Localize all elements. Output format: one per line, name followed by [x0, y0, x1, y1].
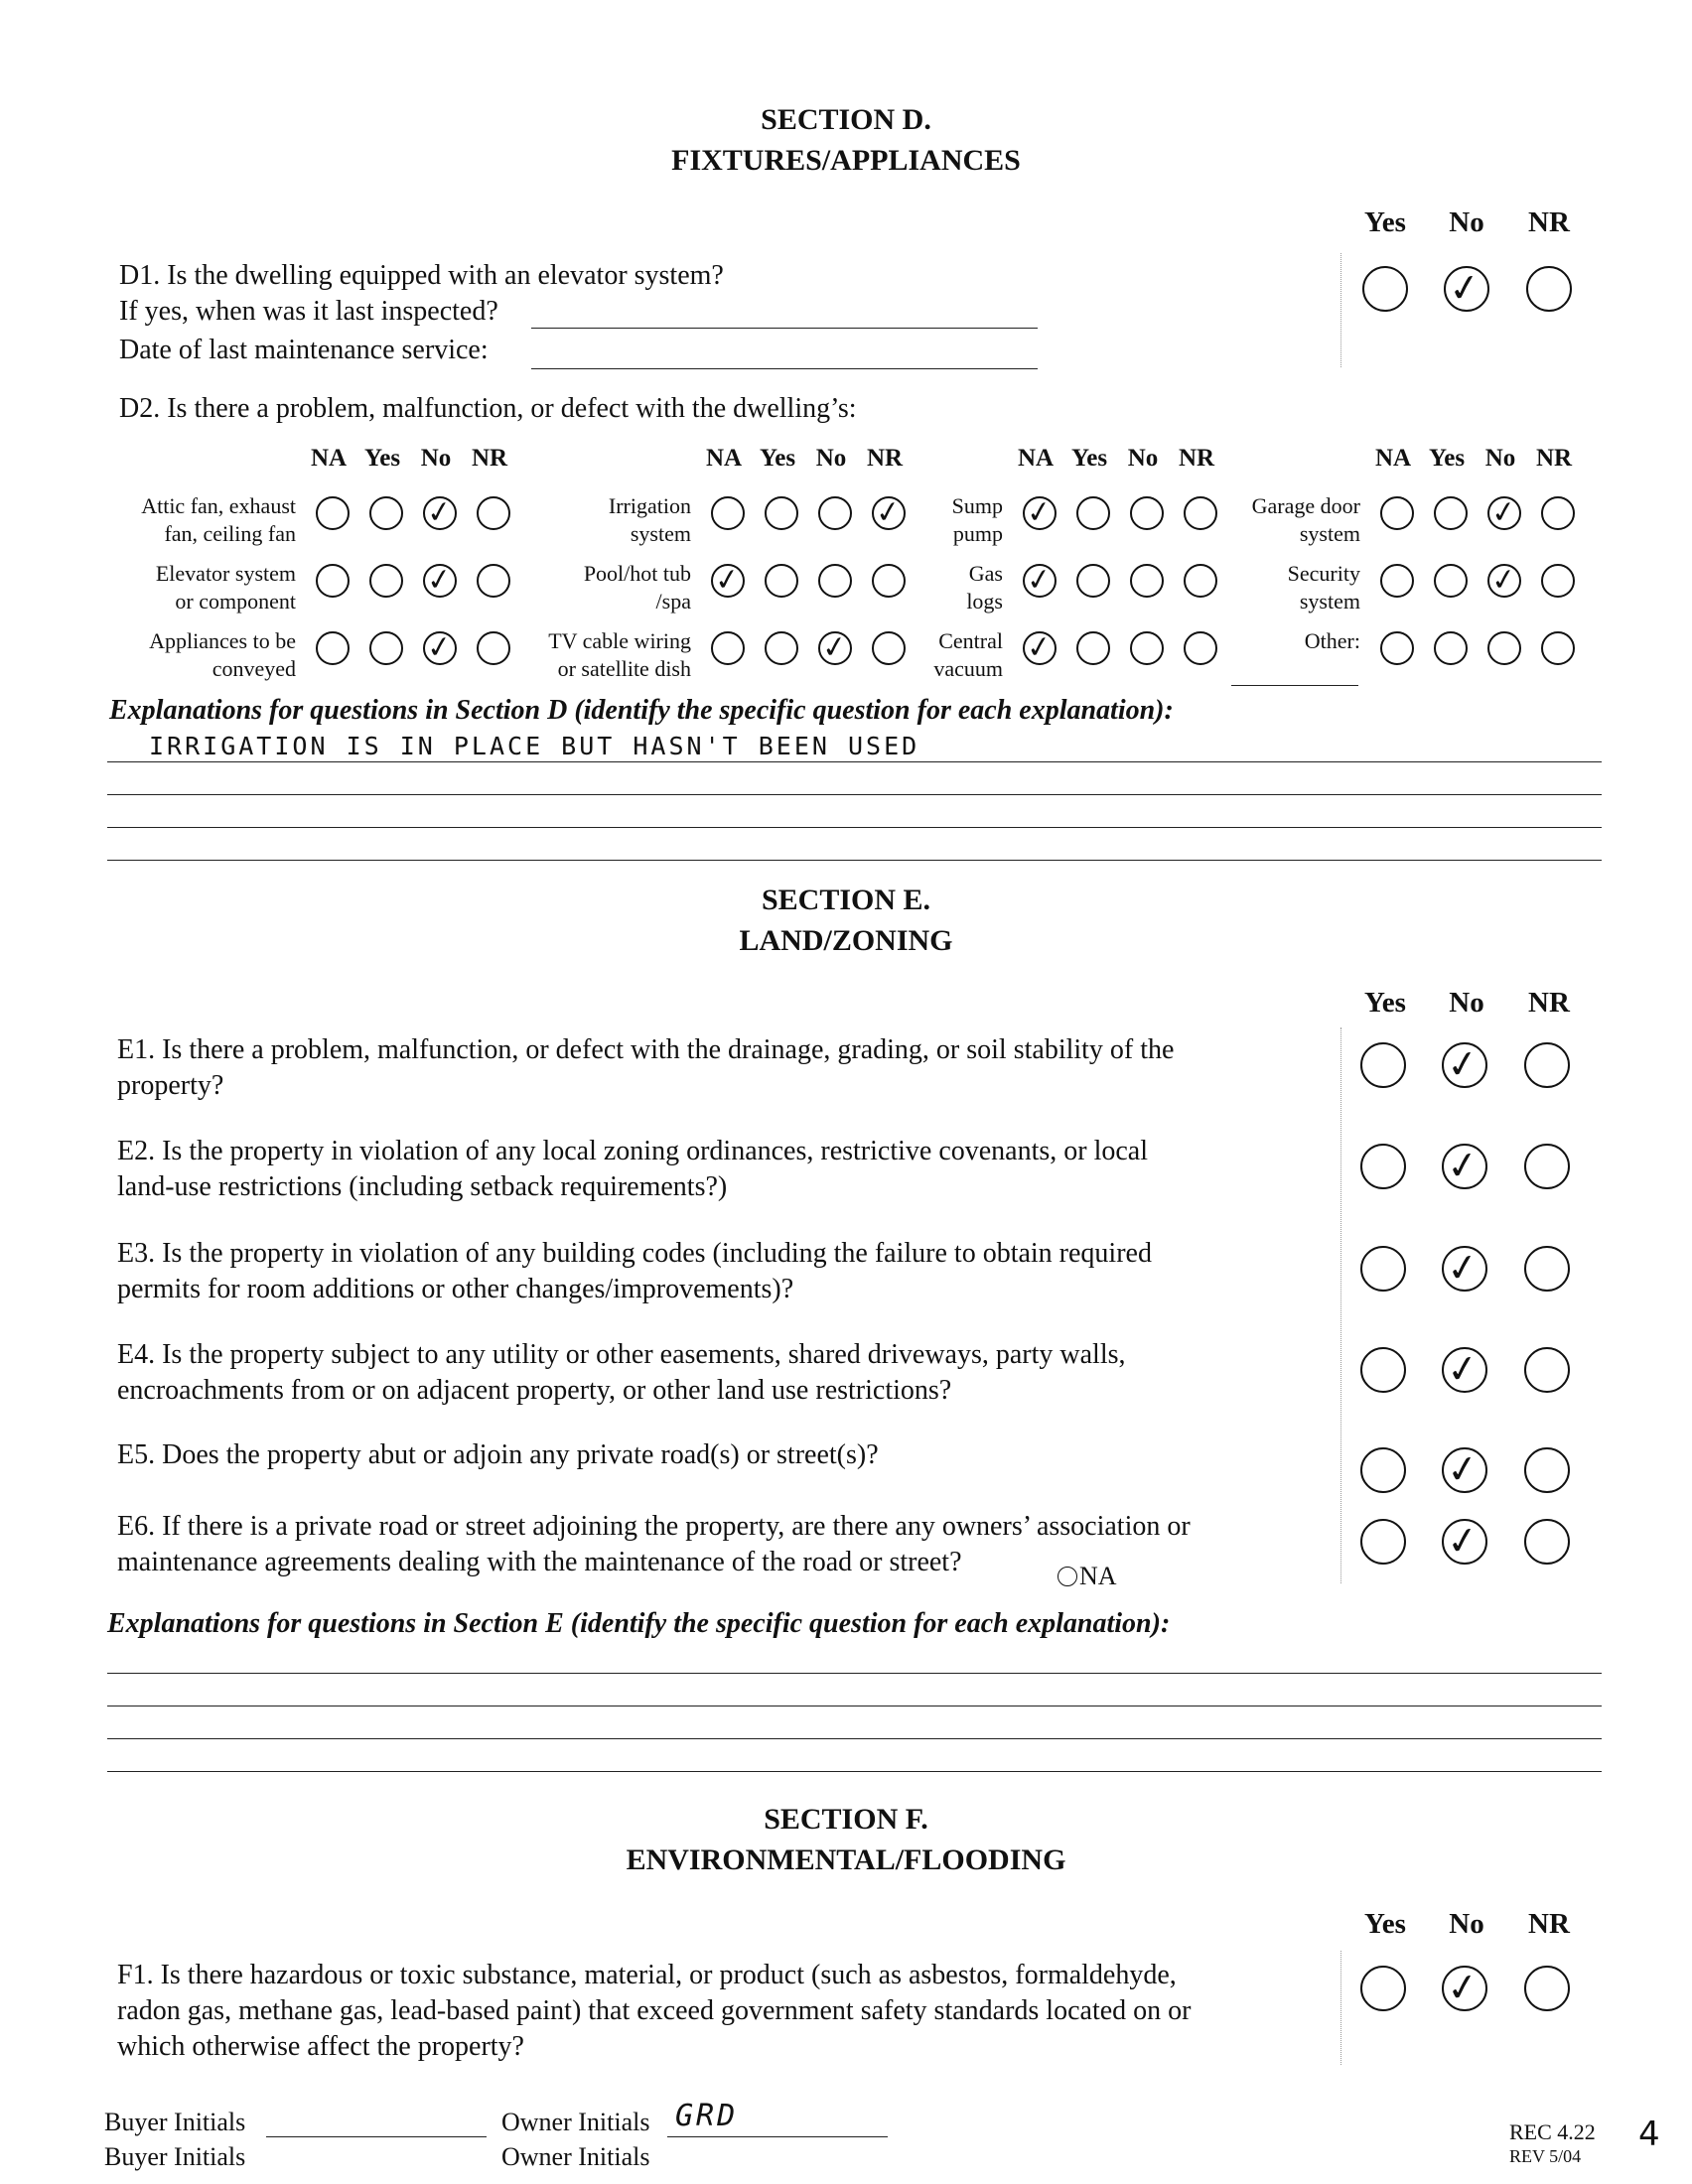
d2-g1-nr-header: NR [471, 445, 508, 472]
checkmark-icon: ✓ [424, 493, 455, 532]
d2-item-elevator: Elevator system or component [155, 561, 296, 614]
d2-item-12-nr-radio[interactable] [1541, 631, 1575, 665]
d2-item-12-yes-radio[interactable] [1434, 631, 1468, 665]
checkmark-icon: ✓ [1024, 628, 1055, 667]
checkmark-icon: ✓ [1444, 1344, 1481, 1394]
checkmark-icon: ✓ [1488, 493, 1519, 532]
d2-item-sump-pump: Sump pump [951, 493, 1003, 546]
question-e6 [117, 1509, 1331, 1580]
d2-item-6-yes-radio[interactable] [765, 564, 798, 598]
d2-item-security: Security system [1287, 561, 1360, 614]
header-yes: Yes [1364, 1908, 1406, 1940]
question-e1 [117, 1032, 1331, 1104]
section-d-title: SECTION D. [761, 103, 931, 136]
explanation-d-line[interactable] [107, 860, 1602, 861]
form-revision: REV 5/04 [1509, 2146, 1582, 2166]
d2-item-11-nr-radio[interactable] [1184, 631, 1217, 665]
d2-item-gas-logs: Gas logs [966, 561, 1003, 614]
d2-item-12-na-radio[interactable] [1380, 631, 1414, 665]
section-e-title: SECTION E. [761, 884, 931, 916]
e4-yes-radio[interactable] [1360, 1347, 1406, 1393]
f1-yes-radio[interactable] [1360, 1966, 1406, 2011]
d1-nr-radio[interactable] [1526, 266, 1572, 312]
divider [1340, 1027, 1341, 1583]
question-d1-inspected: If yes, when was it last inspected? [119, 296, 498, 327]
question-e4 [117, 1337, 1331, 1409]
checkmark-icon: ✓ [424, 561, 455, 600]
question-e1-line1: E1. Is there a problem, malfunction, or defect with the drainage, grading, or soil stability of the [117, 1034, 1175, 1065]
d2-g2-no-header: No [815, 445, 847, 472]
e6-na-radio[interactable] [1058, 1567, 1077, 1586]
d2-item-10-yes-radio[interactable] [765, 631, 798, 665]
question-e3 [117, 1236, 1331, 1307]
d2-item-5-na-radio[interactable] [316, 564, 350, 598]
d2-g4-na-header: NA [1374, 445, 1412, 472]
d2-item-3-no-radio[interactable] [1130, 496, 1164, 530]
d2-item-appliances: Appliances to be conveyed [149, 628, 296, 681]
section-e-subtitle: LAND/ZONING [739, 924, 953, 957]
d2-item-12-no-radio[interactable] [1487, 631, 1521, 665]
d2-item-5-nr-radio[interactable] [477, 564, 510, 598]
section-d-explanation-text[interactable]: IRRIGATION IS IN PLACE BUT HASN'T BEEN USED [149, 732, 920, 760]
d2-item-4-nr-radio[interactable] [1541, 496, 1575, 530]
d1-maintenance-blank[interactable] [531, 368, 1038, 369]
checkmark-icon: ✓ [1444, 1141, 1481, 1190]
owner-initials-label: Owner Initials [501, 2108, 650, 2136]
f1-nr-radio[interactable] [1524, 1966, 1570, 2011]
checkmark-icon: ✓ [1488, 561, 1519, 600]
d2-item-9-nr-radio[interactable] [477, 631, 510, 665]
question-d2: D2. Is there a problem, malfunction, or defect with the dwelling’s: [119, 393, 857, 424]
d2-g3-na-header: NA [1017, 445, 1055, 472]
section-f-title: SECTION F. [764, 1803, 928, 1836]
d2-item-11-yes-radio[interactable] [1076, 631, 1110, 665]
checkmark-icon: ✓ [873, 493, 904, 532]
explanation-d-line [107, 761, 1602, 762]
checkmark-icon: ✓ [1444, 1444, 1481, 1494]
form-code: REC 4.22 [1509, 2119, 1596, 2144]
question-f1: F1. Is there hazardous or toxic substance, material, or product (such as asbestos, formaldehyde, radon gas, methane gas, lead-based paint) that exceed government safety standards located on or which otherwise affect the property? [117, 1960, 1192, 2062]
d2-item-1-yes-radio[interactable] [369, 496, 403, 530]
d2-g4-yes-header: Yes [1428, 445, 1466, 472]
d2-item-pool: Pool/hot tub /spa [583, 561, 691, 614]
d2-item-10-na-radio[interactable] [711, 631, 745, 665]
owner-initials-signature: GRD [675, 2099, 739, 2133]
question-e2-line2: land-use restrictions (including setback requirements?) [117, 1171, 728, 1202]
d2-item-9-yes-radio[interactable] [369, 631, 403, 665]
section-e-explanation-label: Explanations for questions in Section E (identify the specific question for each explanation): [107, 1608, 1171, 1639]
header-no: No [1449, 1908, 1484, 1940]
d2-g3-no-header: No [1127, 445, 1159, 472]
buyer-initials-label-2: Buyer Initials [104, 2142, 246, 2171]
d2-g1-yes-header: Yes [363, 445, 401, 472]
buyer-initials-blank[interactable] [266, 2136, 487, 2137]
question-e1-line2: property? [117, 1070, 224, 1101]
section-f-subtitle: ENVIRONMENTAL/FLOODING [626, 1843, 1066, 1876]
e1-nr-radio[interactable] [1524, 1042, 1570, 1088]
checkmark-icon: ✓ [819, 628, 850, 667]
d2-item-garage-door: Garage door system [1251, 493, 1360, 546]
d2-other-blank[interactable] [1231, 685, 1358, 686]
header-no: No [1449, 987, 1484, 1019]
d2-item-tv-cable: TV cable wiring or satellite dish [548, 628, 691, 681]
d2-item-2-yes-radio[interactable] [765, 496, 798, 530]
d2-g1-na-header: NA [310, 445, 348, 472]
question-e5-line1: E5. Does the property abut or adjoin any private road(s) or street(s)? [117, 1439, 879, 1470]
section-d-explanation-label: Explanations for questions in Section D (identify the specific question for each explanation): [109, 695, 1174, 726]
checkmark-icon: ✓ [1024, 561, 1055, 600]
d2-item-8-nr-radio[interactable] [1541, 564, 1575, 598]
d2-item-1-nr-radio[interactable] [477, 496, 510, 530]
e5-nr-radio[interactable] [1524, 1447, 1570, 1493]
d2-item-2-no-radio[interactable] [818, 496, 852, 530]
d2-item-3-nr-radio[interactable] [1184, 496, 1217, 530]
question-e5 [117, 1437, 1331, 1473]
d2-item-9-na-radio[interactable] [316, 631, 350, 665]
d1-inspected-blank[interactable] [531, 328, 1038, 329]
e2-nr-radio[interactable] [1524, 1144, 1570, 1189]
d2-item-3-yes-radio[interactable] [1076, 496, 1110, 530]
d2-g3-nr-header: NR [1178, 445, 1215, 472]
d2-g2-na-header: NA [705, 445, 743, 472]
d2-item-6-no-radio[interactable] [818, 564, 852, 598]
checkmark-icon: ✓ [712, 561, 743, 600]
d2-item-4-yes-radio[interactable] [1434, 496, 1468, 530]
header-yes: Yes [1364, 206, 1406, 238]
d2-item-4-na-radio[interactable] [1380, 496, 1414, 530]
d2-item-10-nr-radio[interactable] [872, 631, 906, 665]
divider [1340, 1951, 1341, 2065]
question-e2-line1: E2. Is the property in violation of any local zoning ordinances, restrictive covenants, or local [117, 1136, 1149, 1166]
e5-yes-radio[interactable] [1360, 1447, 1406, 1493]
d2-item-irrigation: Irrigation system [608, 493, 691, 546]
f1-checkmark-icon: ✓ [1444, 1963, 1481, 2012]
d2-g3-yes-header: Yes [1070, 445, 1108, 472]
explanation-e-line[interactable] [107, 1738, 1602, 1739]
e3-nr-radio[interactable] [1524, 1246, 1570, 1292]
question-e4-line1: E4. Is the property subject to any utility or other easements, shared driveways, party walls, [117, 1339, 1126, 1370]
d2-item-7-yes-radio[interactable] [1076, 564, 1110, 598]
question-d1: D1. Is the dwelling equipped with an elevator system? [119, 260, 724, 291]
header-yes: Yes [1364, 987, 1406, 1019]
question-d1-maintenance: Date of last maintenance service: [119, 335, 489, 365]
e3-yes-radio[interactable] [1360, 1246, 1406, 1292]
section-d-subtitle: FIXTURES/APPLIANCES [671, 144, 1021, 177]
divider [1340, 253, 1341, 367]
d2-item-8-yes-radio[interactable] [1434, 564, 1468, 598]
e1-yes-radio[interactable] [1360, 1042, 1406, 1088]
d2-item-other: Other: [1304, 628, 1360, 653]
d2-g4-no-header: No [1484, 445, 1516, 472]
question-e3-line2: permits for room additions or other changes/improvements)? [117, 1274, 794, 1304]
d2-item-attic-fan: Attic fan, exhaust fan, ceiling fan [141, 493, 296, 546]
d2-g2-nr-header: NR [866, 445, 904, 472]
e6-na-label: NA [1079, 1562, 1117, 1590]
question-e4-line2: encroachments from or on adjacent property, or other land use restrictions? [117, 1375, 952, 1406]
e6-nr-radio[interactable] [1524, 1519, 1570, 1565]
d2-g2-yes-header: Yes [759, 445, 796, 472]
d2-item-7-nr-radio[interactable] [1184, 564, 1217, 598]
question-e6-line2: maintenance agreements dealing with the maintenance of the road or street? [117, 1547, 962, 1577]
d1-yes-radio[interactable] [1362, 266, 1408, 312]
question-e3-line1: E3. Is the property in violation of any building codes (including the failure to obtain required [117, 1238, 1152, 1269]
checkmark-icon: ✓ [1444, 1243, 1481, 1293]
buyer-initials-label: Buyer Initials [104, 2108, 246, 2136]
d2-item-5-yes-radio[interactable] [369, 564, 403, 598]
e6-yes-radio[interactable] [1360, 1519, 1406, 1565]
page-number: 4 [1638, 2115, 1660, 2154]
d2-item-11-no-radio[interactable] [1130, 631, 1164, 665]
d2-item-2-na-radio[interactable] [711, 496, 745, 530]
header-no: No [1449, 206, 1484, 238]
checkmark-icon: ✓ [1444, 1039, 1481, 1089]
explanation-e-line[interactable] [107, 1771, 1602, 1772]
header-nr: NR [1528, 1908, 1570, 1940]
d2-item-8-na-radio[interactable] [1380, 564, 1414, 598]
d2-item-1-na-radio[interactable] [316, 496, 350, 530]
d2-item-7-no-radio[interactable] [1130, 564, 1164, 598]
e2-yes-radio[interactable] [1360, 1144, 1406, 1189]
d2-g4-nr-header: NR [1535, 445, 1573, 472]
question-e2 [117, 1134, 1331, 1205]
explanation-d-line[interactable] [107, 794, 1602, 795]
d2-item-central-vacuum: Central vacuum [933, 628, 1003, 681]
question-e6-line1: E6. If there is a private road or street adjoining the property, are there any owners’ association or [117, 1511, 1191, 1542]
d2-item-6-nr-radio[interactable] [872, 564, 906, 598]
checkmark-icon: ✓ [424, 628, 455, 667]
header-nr: NR [1528, 987, 1570, 1019]
d2-g1-no-header: No [420, 445, 452, 472]
header-nr: NR [1528, 206, 1570, 238]
checkmark-icon: ✓ [1444, 1516, 1481, 1566]
explanation-e-line[interactable] [107, 1673, 1602, 1674]
checkmark-icon: ✓ [1024, 493, 1055, 532]
d1-checkmark-icon: ✓ [1446, 263, 1483, 313]
explanation-d-line[interactable] [107, 827, 1602, 828]
owner-initials-blank[interactable] [667, 2136, 888, 2137]
owner-initials-label-2: Owner Initials [501, 2142, 650, 2171]
e4-nr-radio[interactable] [1524, 1347, 1570, 1393]
